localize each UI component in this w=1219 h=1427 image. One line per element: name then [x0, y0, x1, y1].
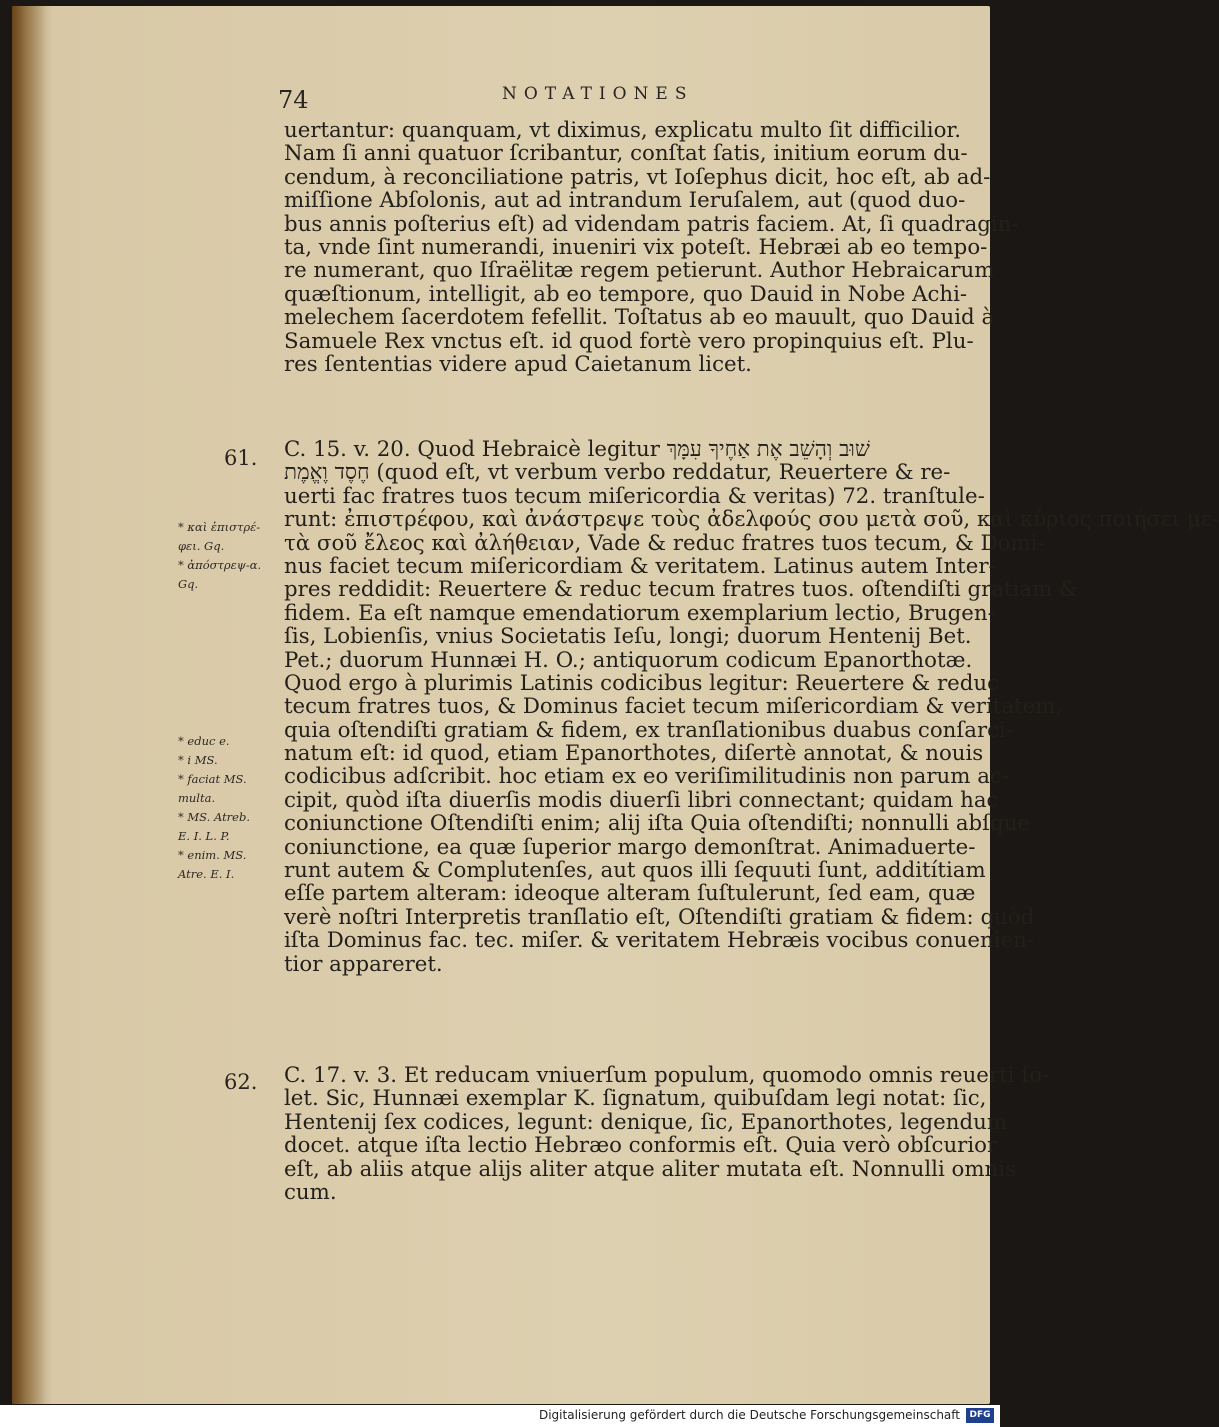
margin-gloss-line: * educ e.: [178, 734, 230, 748]
text-line: coniunctione, ea quæ ſuperior margo demonſtrat. Animaduerte-: [284, 834, 976, 860]
text-line: Samuele Rex vnctus eſt. id quod fortè vero propinquius eſt. Plu-: [284, 328, 974, 354]
text-line: docet. atque iſta lectio Hebræo conformis eſt. Quia verò obſcurior: [284, 1133, 998, 1159]
text-line: eſt, ab aliis atque alijs aliter atque aliter mutata eſt. Nonnulli omnis: [284, 1156, 1017, 1182]
text-line: melechem ſacerdotem fefellit. Toſtatus ab eo mauult, quo Dauid à: [284, 305, 995, 331]
margin-note-62: 62.: [224, 1070, 258, 1094]
text-line: cum.: [284, 1179, 337, 1205]
text-line: coniunctione Oſtendiſti enim; alij iſta Quia oſtendiſti; nonnulli abſque: [284, 811, 1031, 837]
footer-bar: [0, 1405, 1000, 1427]
text-line: miſſione Abſolonis, aut ad intrandum Ieruſalem, aut (quod duo-: [284, 188, 966, 214]
margin-gloss-line: E. I. L. P.: [178, 829, 230, 843]
book-page: [12, 6, 1219, 1404]
text-line: runt: ἐπιστρέφου, καὶ ἀνάστρεψε τοὺς ἀδελφούς σου μετὰ σοῦ, καὶ κύριος ποιήσει με-: [284, 507, 1219, 533]
text-line: Nam ſi anni quatuor ſcribantur, conſtat ſatis, initium eorum du-: [284, 141, 968, 167]
text-line: runt autem & Complutenſes, aut quos illi ſequuti ſunt, additítiam: [284, 858, 986, 884]
margin-gloss-line: Gq.: [178, 577, 199, 591]
text-line: quæſtionum, intelligit, ab eo tempore, quo Dauid in Nobe Achi-: [284, 281, 968, 307]
text-line: uertantur: quanquam, vt diximus, explicatu multo ſit difficilior.: [284, 118, 962, 143]
margin-gloss-line: φει. Gq.: [178, 539, 225, 553]
gutter-shadow: [12, 6, 52, 1404]
paragraph-2: [284, 437, 1219, 977]
margin-note-61: 61.: [224, 446, 258, 470]
margin-gloss-line: multa.: [178, 791, 216, 805]
text-line: let. Sic, Hunnæi exemplar K. ſignatum, quibuſdam legi notat: ſic,: [284, 1086, 987, 1112]
running-head: [262, 78, 962, 118]
margin-gloss-line: * ἀπόστρεψ-α.: [178, 558, 262, 572]
text-line: nus faciet tecum miſericordiam & veritatem. Latinus autem Inter-: [284, 553, 996, 579]
margin-gloss-line: * faciat MS.: [178, 772, 247, 786]
margin-gloss-a: [178, 518, 278, 594]
text-line: re numerant, quo Iſraëlitæ regem petierunt. Author Hebraicarum: [284, 258, 995, 284]
text-line: res ſententias videre apud Caietanum licet.: [284, 351, 752, 377]
text-line: Hentenij ſex codices, legunt: denique, ſic, Epanorthotes, legendum: [284, 1109, 1008, 1135]
text-line: C. 17. v. 3. Et reducam vniuerſum populum, quomodo omnis reuerti ſo-: [284, 1063, 1050, 1088]
margin-gloss-line: * MS. Atreb.: [178, 810, 251, 824]
text-line: tior appareret.: [284, 951, 443, 977]
text-line: verè noſtri Interpretis tranſlatio eſt, Oſtendiſti gratiam & fidem: quòd: [284, 904, 1035, 930]
text-line: C. 15. v. 20. Quod Hebraicè legitur שׁוּב וְהָשֵׁב אֶת אַחֶיךָ עִמָּךְ: [284, 437, 870, 462]
text-line: quia oſtendiſti gratiam & fidem, ex tranſlationibus duabus conſarci-: [284, 717, 1014, 743]
margin-gloss-line: * enim. MS.: [178, 848, 247, 862]
text-line: natum eſt: id quod, etiam Epanorthotes, diſertè annotat, & nouis: [284, 741, 984, 767]
text-line: cipit, quòd iſta diuerſis modis diuerſi libri connectant; quidam hac: [284, 787, 999, 813]
text-line: ſis, Lobienſis, vnius Societatis Ieſu, longi; duorum Hentenij Bet.: [284, 624, 972, 650]
text-line: τὰ σοῦ ἔλεος καὶ ἀλήθειαν, Vade & reduc fratres tuos tecum, & Domi-: [284, 530, 1045, 556]
page-number: 74: [278, 86, 309, 114]
text-line: eſſe partem alteram: ideoque alteram ſuſtulerunt, ſed eam, quæ: [284, 881, 976, 907]
text-line: tecum fratres tuos, & Dominus faciet tecum miſericordiam & veritatem,: [284, 694, 1063, 720]
text-line: ta, vnde ſint numerandi, inueniri vix poteſt. Hebræi ab eo tempo-: [284, 234, 988, 260]
text-line: Pet.; duorum Hunnæi H. O.; antiquorum codicum Epanorthotæ.: [284, 647, 973, 673]
funding-credit: Digitalisierung gefördert durch die Deutsche Forschungsgemeinschaft: [538, 1408, 960, 1422]
paragraph-3: [284, 1063, 1050, 1205]
margin-gloss-line: * i MS.: [178, 753, 218, 767]
margin-gloss-line: Atre. E. I.: [178, 867, 235, 881]
text-line: uerti fac fratres tuos tecum miſericordia & veritas) 72. tranſtule-: [284, 483, 985, 509]
margin-gloss-b: [178, 732, 278, 884]
text-line: חֶסֶד וֶאֱמֶת (quod eſt, vt verbum verbo reddatur, Reuertere & re-: [284, 460, 951, 486]
text-line: pres reddidit: Reuertere & reduc tecum fratres tuos. oſtendiſti gratiam &: [284, 577, 1079, 603]
text-line: fidem. Ea eſt namque emendatiorum exemplarium lectio, Brugen-: [284, 600, 995, 626]
dfg-logo: DFG: [966, 1408, 994, 1423]
text-line: cendum, à reconciliatione patris, vt Ioſephus dicit, hoc eſt, ab ad-: [284, 164, 991, 190]
paragraph-1: [284, 118, 1019, 377]
running-title: NOTATIONES: [502, 84, 694, 104]
text-line: bus annis poſterius eſt) ad videndam patris faciem. At, ſi quadragin-: [284, 211, 1019, 237]
text-line: iſta Dominus fac. tec. miſer. & veritatem Hebræis vocibus conuenien-: [284, 928, 1035, 954]
text-line: Quod ergo à plurimis Latinis codicibus legitur: Reuertere & reduc: [284, 670, 1000, 696]
text-line: codicibus adſcribit. hoc etiam ex eo veriſimilitudinis non parum ac-: [284, 764, 1010, 790]
margin-gloss-line: * καὶ ἐπιστρέ-: [178, 520, 261, 534]
